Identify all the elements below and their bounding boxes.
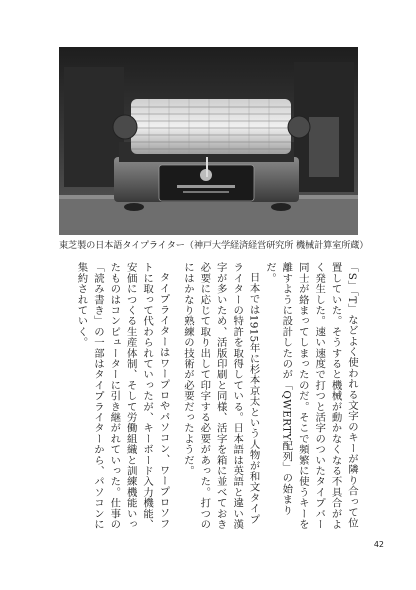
typewriter-illustration bbox=[59, 47, 358, 235]
photo-caption: 東芝製の日本語タイプライター（神戸大学経済経営研究所 機械計算室所蔵） bbox=[59, 240, 369, 251]
typewriter-photo bbox=[59, 47, 358, 235]
paragraph-3: タイプライターはワープロやパソコン、ワープロソフトに取って代わられていったが、キーボード入力機能、安価につくる生産体制、そして労働組織と訓練機能いったものはコンピューターに引き継がれていった。仕事の「読み書き」の一部はタイプライターから、パソコンに集約されていく。 bbox=[75, 262, 170, 530]
vertical-body-text bbox=[75, 262, 360, 532]
paragraph-2: 日本では1915年に杉本京太という人物が和文タイプライターの特許を取得している。日本語は英語と違い漢字が多いため、活版印刷と同様、活字を箱に並べておき必要に応じて取り出して印字する必要があった。打つのにはかなり熟練の技術が必要だったようだ。 bbox=[181, 262, 260, 530]
page-number: 42 bbox=[373, 540, 384, 549]
paragraph-1: 「S」「T」などよく使われる文字のキーが隣り合って位置していた。そうすると機械が動かなくなる不具合がよく発生した。速い速度で打つと活字のついたタイプバー同士が絡まってしまったのだ。そこで頻繁に使うキーを離すように設計したのが「QWERTY配列」の始まりだ。 bbox=[263, 262, 358, 530]
